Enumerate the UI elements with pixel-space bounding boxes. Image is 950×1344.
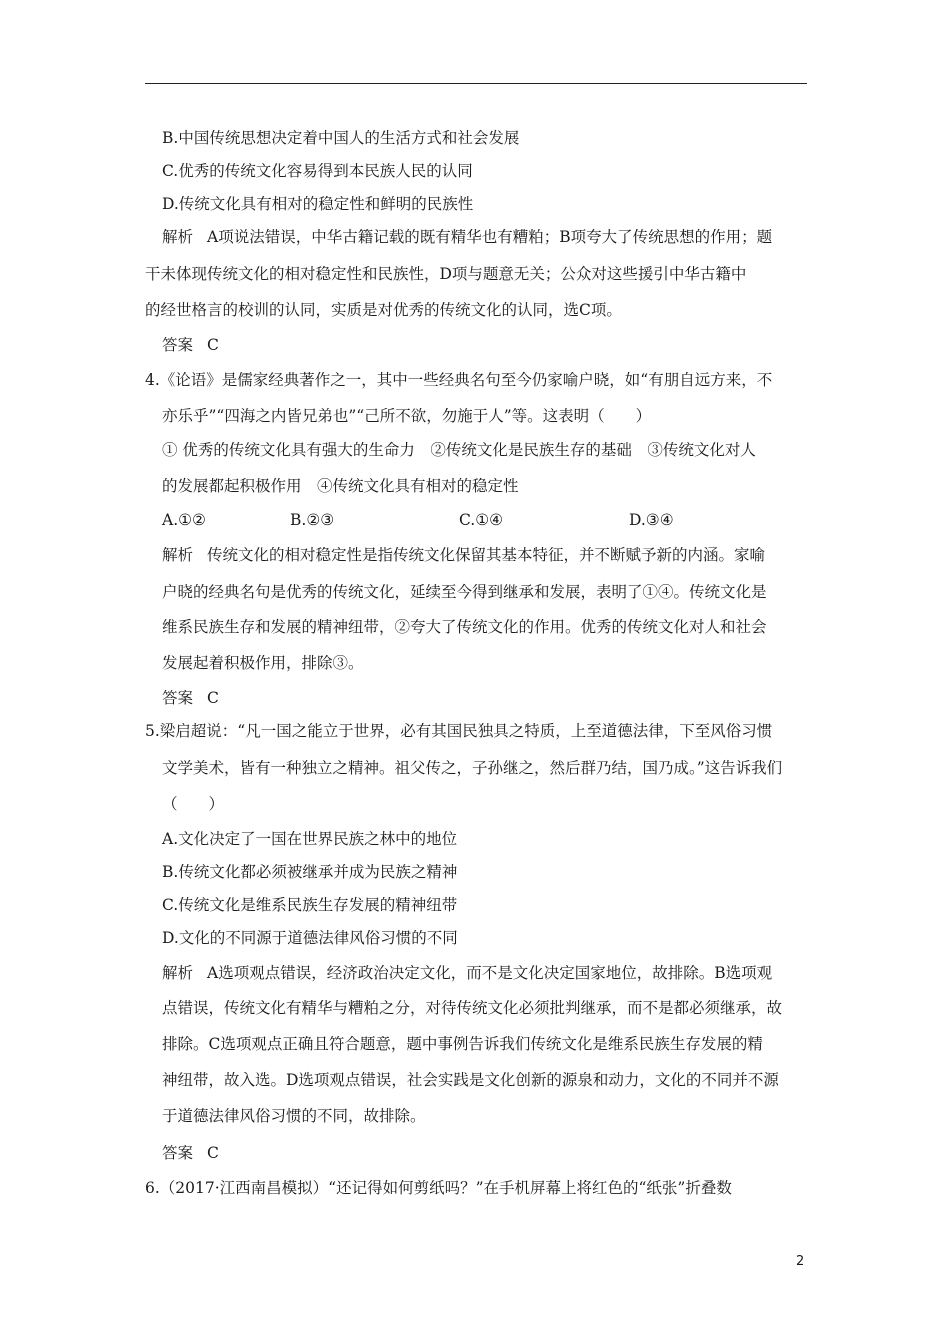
q5-analysis-line-1: 解析 A选项观点错误，经济政治决定文化，而不是文化决定国家地位，故排除。B选项观 bbox=[162, 964, 773, 982]
header-rule bbox=[145, 83, 807, 84]
q3-analysis-line-2: 干未体现传统文化的相对稳定性和民族性，D项与题意无关；公众对这些援引中华古籍中 bbox=[145, 265, 747, 283]
q4-stem-line-1: 4.《论语》是儒家经典著作之一，其中一些经典名句至今仍家喻户晓，如“有朋自远方来，不 bbox=[145, 371, 773, 389]
q5-analysis-line-4: 神纽带，故入选。D选项观点错误，社会实践是文化创新的源泉和动力，文化的不同并不源 bbox=[162, 1071, 779, 1089]
q3-option-b: B.中国传统思想决定着中国人的生活方式和社会发展 bbox=[162, 129, 520, 147]
analysis-label: 解析 bbox=[162, 228, 194, 246]
q4-analysis-line-2: 户晓的经典名句是优秀的传统文化，延续至今得到继承和发展，表明了①④。传统文化是 bbox=[162, 583, 767, 601]
q4-analysis-line-4: 发展起着积极作用，排除③。 bbox=[162, 654, 364, 672]
q5-analysis-line-3: 排除。C选项观点正确且符合题意，题中事例告诉我们传统文化是维系民族生存发展的精 bbox=[162, 1035, 763, 1053]
q5-stem-line-2: 文学美术，皆有一种独立之精神。祖父传之，子孙继之，然后群乃结，国乃成。”这告诉我们 bbox=[162, 759, 783, 777]
q3-option-d: D.传统文化具有相对的稳定性和鲜明的民族性 bbox=[162, 195, 474, 213]
q5-option-c: C.传统文化是维系民族生存发展的精神纽带 bbox=[162, 896, 458, 914]
q3-answer: 答案 C bbox=[162, 336, 219, 354]
q4-option-a: A.①② bbox=[162, 511, 206, 529]
q4-analysis-line-1: 解析 传统文化的相对稳定性是指传统文化保留其基本特征，并不断赋予新的内涵。家喻 bbox=[162, 546, 766, 564]
q4-option-b: B.②③ bbox=[290, 511, 335, 529]
q4-answer: 答案 C bbox=[162, 689, 219, 707]
q5-answer: 答案 C bbox=[162, 1144, 219, 1162]
q3-analysis-line-3: 的经世格言的校训的认同，实质是对优秀的传统文化的认同，选C项。 bbox=[145, 301, 622, 319]
q4-option-c: C.①④ bbox=[459, 511, 504, 529]
q5-option-b: B.传统文化都必须被继承并成为民族之精神 bbox=[162, 863, 458, 881]
q4-analysis-line-3: 维系民族生存和发展的精神纽带，②夸大了传统文化的作用。优秀的传统文化对人和社会 bbox=[162, 618, 767, 636]
page-number: 2 bbox=[796, 1254, 805, 1269]
q5-analysis-line-2: 点错误，传统文化有精华与糟粕之分，对待传统文化必须批判继承，而不是都必须继承，故 bbox=[162, 999, 783, 1017]
q3-option-c: C.优秀的传统文化容易得到本民族人民的认同 bbox=[162, 162, 473, 180]
q4-option-d: D.③④ bbox=[629, 511, 674, 529]
q4-stem-line-3: ① 优秀的传统文化具有强大的生命力 ②传统文化是民族生存的基础 ③传统文化对人 bbox=[162, 441, 756, 459]
q6-stem-line-1: 6.（2017·江西南昌模拟）“还记得如何剪纸吗？”在手机屏幕上将红色的“纸张”折叠数 bbox=[145, 1179, 732, 1197]
q5-option-a: A.文化决定了一国在世界民族之林中的地位 bbox=[162, 830, 458, 848]
q5-option-d: D.文化的不同源于道德法律风俗习惯的不同 bbox=[162, 929, 458, 947]
q5-analysis-line-5: 于道德法律风俗习惯的不同，故排除。 bbox=[162, 1107, 426, 1125]
q4-stem-line-2: 亦乐乎”“四海之内皆兄弟也”“己所不欲，勿施于人”等。这表明（ ） bbox=[162, 407, 652, 425]
q3-analysis-line-1: 解析 A项说法错误，中华古籍记载的既有精华也有糟粕；B项夸大了传统思想的作用；题 bbox=[162, 228, 773, 246]
q5-stem-line-1: 5.梁启超说：“凡一国之能立于世界，必有其国民独具之特质，上至道德法律，下至风俗习惯 bbox=[145, 722, 773, 740]
q4-stem-line-4: 的发展都起积极作用 ④传统文化具有相对的稳定性 bbox=[162, 477, 519, 495]
q5-stem-line-3: （ ） bbox=[162, 795, 225, 813]
